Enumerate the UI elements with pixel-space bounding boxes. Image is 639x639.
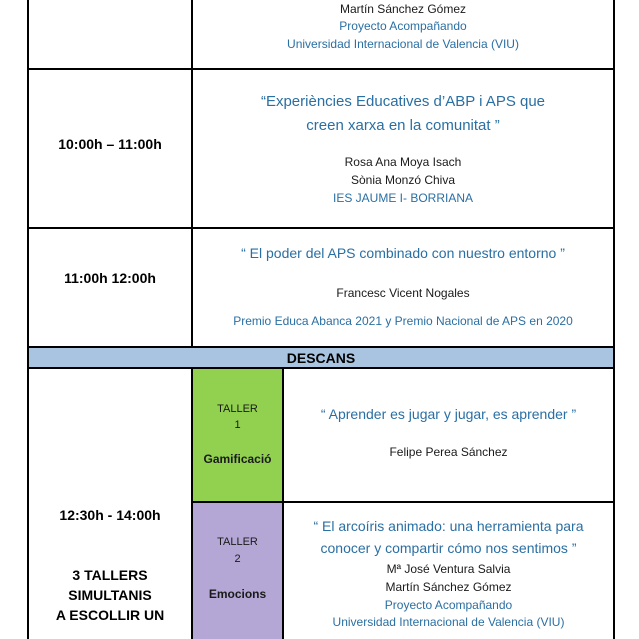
- taller2-speaker1: Mª José Ventura Salvia: [386, 562, 511, 576]
- taller1-topic: Gamificació: [203, 452, 272, 466]
- session1-content-cell: [193, 70, 613, 227]
- break-row: [29, 348, 613, 367]
- workshops-note-line1: 3 TALLERS: [72, 567, 148, 583]
- project-name: Proyecto Acompañando: [339, 19, 467, 33]
- taller2-title-line2: conocer y compartir cómo nos sentimos ”: [320, 540, 577, 556]
- taller2-content-cell: [284, 503, 613, 639]
- session2-content-cell: [193, 229, 613, 346]
- workshops-note-line3: A ESCOLLIR UN: [55, 607, 165, 623]
- session1-time: 10:00h – 11:00h: [58, 136, 162, 152]
- taller1-label-cell: [193, 369, 282, 501]
- taller1-title: “ Aprender es jugar y jugar, es aprender ”: [320, 406, 577, 422]
- session1-time-cell: [29, 70, 191, 227]
- taller2-speaker2: Martín Sánchez Gómez: [385, 580, 512, 594]
- session1-organization: IES JAUME I- BORRIANA: [332, 191, 474, 205]
- top-block-content: [193, 0, 613, 68]
- session2-time: 11:00h 12:00h: [64, 270, 156, 286]
- taller2-number: 2: [234, 553, 241, 565]
- workshops-time: 12:30h - 14:00h: [59, 507, 161, 523]
- session1-title-line2: creen xarxa en la comunitat ”: [306, 117, 500, 134]
- taller1-number: 1: [234, 419, 241, 431]
- speaker-name: Martín Sánchez Gómez: [339, 2, 467, 16]
- session1-speaker2: Sònia Monzó Chiva: [350, 173, 456, 187]
- taller1-label: TALLER: [217, 403, 258, 415]
- session2-time-cell: [29, 229, 191, 346]
- table-border-right: [613, 0, 615, 639]
- break-label: DESCANS: [286, 350, 356, 366]
- workshops-time-cell: [29, 369, 191, 639]
- session2-award: Premio Educa Abanca 2021 y Premio Nacional de APS en 2020: [233, 314, 573, 328]
- session2-title: “ El poder del APS combinado con nuestro entorno ”: [241, 245, 565, 261]
- university-name: Universidad Internacional de Valencia (VIU): [287, 37, 519, 51]
- session1-title-line1: “Experiències Educatives d’ABP i APS que: [260, 93, 546, 110]
- taller1-speaker: Felipe Perea Sánchez: [389, 445, 508, 459]
- session1-speaker1: Rosa Ana Moya Isach: [344, 155, 462, 169]
- taller2-label-cell: [193, 503, 282, 639]
- taller2-topic: Emocions: [208, 587, 267, 601]
- taller2-label: TALLER: [217, 536, 258, 548]
- workshops-note-line2: SIMULTANIS: [68, 587, 152, 603]
- taller2-university: Universidad Internacional de Valencia (VIU): [332, 615, 565, 629]
- taller2-title-line1: “ El arcoíris animado: una herramienta para: [313, 518, 584, 534]
- taller1-content-cell: [284, 369, 613, 501]
- taller2-project: Proyecto Acompañando: [384, 598, 513, 612]
- session2-speaker: Francesc Vicent Nogales: [336, 286, 470, 300]
